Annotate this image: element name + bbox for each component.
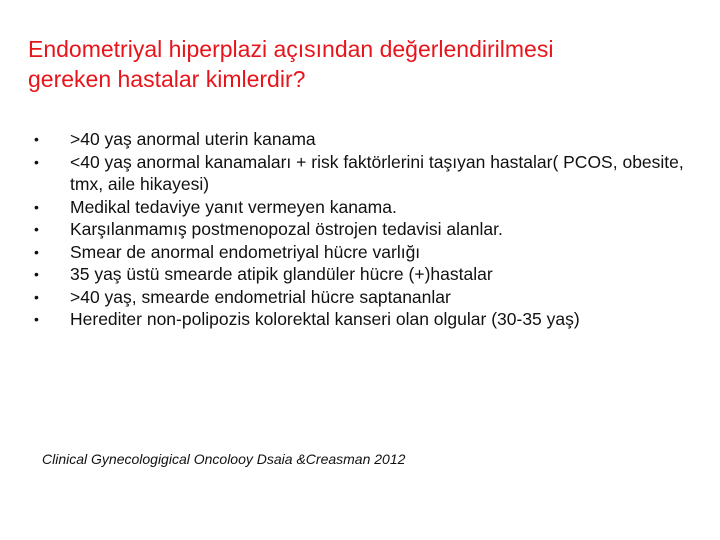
bullet-text: 35 yaş üstü smearde atipik glandüler hücre (+)hastalar — [70, 264, 493, 284]
bullet-text: Herediter non-polipozis kolorektal kanseri olan olgular (30-35 yaş) — [70, 309, 580, 329]
slide-title-line-1: Endometriyal hiperplazi açısından değerlendirilmesi — [28, 36, 554, 62]
slide-title-line-2: gereken hastalar kimlerdir? — [28, 66, 306, 92]
bullet-text: Smear de anormal endometriyal hücre varlığı — [70, 241, 421, 262]
bullet-item — [34, 241, 704, 264]
bullet-dot-icon: • — [34, 311, 39, 327]
bullet-item — [34, 151, 704, 196]
bullet-dot-icon: • — [34, 198, 39, 215]
bullet-text: Karşılanmamış postmenopozal östrojen tedavisi alanlar. — [70, 219, 503, 239]
bullet-dot-icon: • — [34, 131, 39, 147]
bullet-dot-icon: • — [34, 243, 39, 260]
bullet-text: <40 yaş anormal kanamaları + risk faktörlerini taşıyan hastalar( PCOS, obesite, tmx, aile hikayesi) — [70, 151, 684, 194]
bullet-text: >40 yaş, smearde endometrial hücre saptananlar — [70, 286, 451, 307]
bullet-dot-icon: • — [34, 266, 39, 282]
citation-text: Clinical Gynecologigical Oncolooy Dsaia &Creasman 2012 — [42, 451, 406, 467]
bullet-item — [34, 128, 704, 151]
bullet-dot-icon: • — [34, 221, 39, 237]
bullet-text: >40 yaş anormal uterin kanama — [70, 129, 316, 149]
bullet-text: Medikal tedaviye yanıt vermeyen kanama. — [70, 196, 397, 217]
bullet-item — [34, 286, 704, 309]
bullet-item — [34, 196, 704, 219]
bullet-item — [34, 308, 704, 331]
bullet-item — [34, 218, 704, 241]
bullet-list — [34, 128, 704, 331]
slide-title — [28, 34, 688, 94]
bullet-dot-icon: • — [34, 153, 39, 170]
bullet-item — [34, 263, 704, 286]
bullet-dot-icon: • — [34, 288, 39, 305]
